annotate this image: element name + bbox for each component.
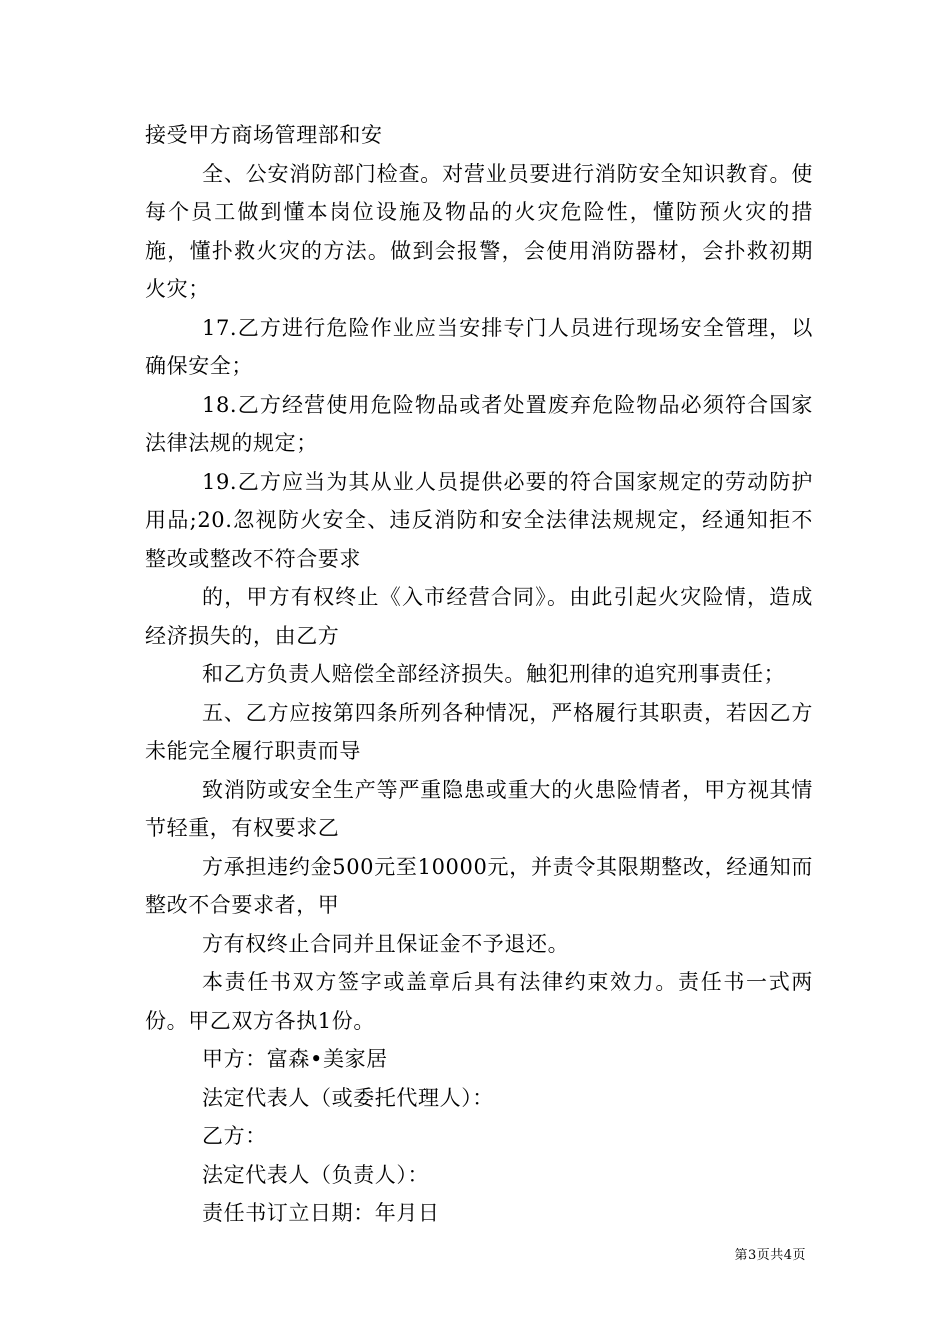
signature-party-a-representative: 法定代表人（或委托代理人）：: [202, 1085, 494, 1110]
paragraph-deposit-forfeit: 方有权终止合同并且保证金不予退还。: [202, 931, 570, 956]
paragraph-contract-termination: 的，甲方有权终止《入市经营合同》。由此引起火灾险情，造成经济损失的，由乙方: [145, 585, 813, 648]
paragraph-clause-19-20: 19.乙方应当为其从业人员提供必要的符合国家规定的劳动防护用品;20.忽视防火安全、违反消防和安全法律法规规定，经通知拒不整改或整改不符合要求: [145, 469, 813, 571]
paragraph-compensation: 和乙方负责人赔偿全部经济损失。触犯刑律的追究刑事责任；: [202, 662, 786, 686]
signature-party-b: 乙方：: [202, 1124, 267, 1148]
signature-date: 责任书订立日期：年月日: [202, 1201, 440, 1225]
page-number-footer: 第3页共4页: [734, 1248, 806, 1263]
document-body: [145, 116, 813, 1233]
signature-party-b-representative: 法定代表人（负责人）：: [202, 1162, 430, 1187]
paragraph-hazard-severity: 致消防或安全生产等严重隐患或重大的火患险情者，甲方视其情节轻重，有权要求乙: [145, 777, 813, 840]
paragraph-clause-17: 17.乙方进行危险作业应当安排专门人员进行现场安全管理，以确保安全；: [145, 315, 813, 378]
paragraph-section-five: 五、乙方应按第四条所列各种情况，严格履行其职责，若因乙方未能完全履行职责而导: [145, 700, 813, 763]
signature-party-a: 甲方：富森•美家居: [202, 1047, 388, 1071]
paragraph-fire-safety-education: 全、公安消防部门检查。对营业员要进行消防安全知识教育。使每个员工做到懂本岗位设施及物品的火灾危险性，懂防预火灾的措施，懂扑救火灾的方法。做到会报警，会使用消防器材，会扑救初期火灾；: [145, 161, 813, 301]
paragraph-legal-effect: 本责任书双方签字或盖章后具有法律约束效力。责任书一式两份。甲乙双方各执1份。: [145, 970, 813, 1033]
paragraph-penalty-amount: 方承担违约金500元至10000元，并责令其限期整改，经通知而整改不合要求者，甲: [145, 854, 813, 917]
paragraph-inspection-continued: 接受甲方商场管理部和安: [145, 123, 383, 147]
paragraph-clause-18: 18.乙方经营使用危险物品或者处置废弃危险物品必须符合国家法律法规的规定；: [145, 392, 813, 455]
